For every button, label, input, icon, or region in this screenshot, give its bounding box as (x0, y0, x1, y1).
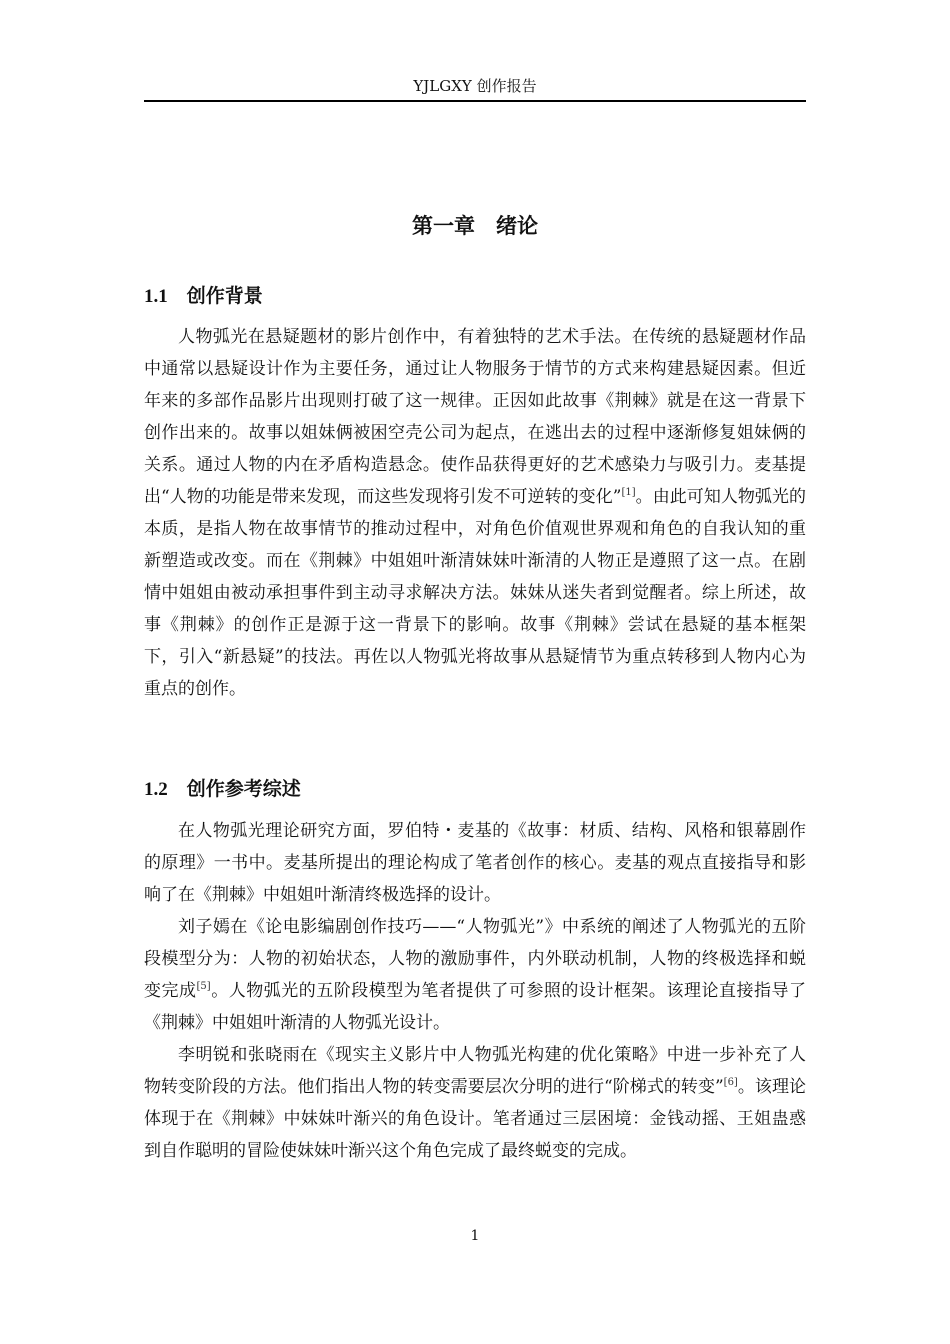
section-title: 创作参考综述 (186, 778, 301, 800)
citation: [1] (621, 487, 636, 498)
paragraph (144, 815, 806, 911)
citation: [5] (196, 981, 211, 992)
section-number: 1.1 (144, 286, 168, 307)
paragraph (144, 1039, 806, 1167)
paragraph-text: 在人物弧光理论研究方面，罗伯特・麦基的《故事：材质、结构、风格和银幕剧作的原理》一书中。麦基所提出的理论构成了笔者创作的核心。麦基的观点直接指导和影响了在《荆棘》中姐姐叶渐清终极选择的设计。 (144, 821, 806, 905)
paragraph-text: 刘子嫣在《论电影编剧创作技巧——“人物弧光”》中系统的阐述了人物弧光的五阶段模型分为：人物的初始状态，人物的激励事件，内外联动机制，人物的终极选择和蜕变完成 (144, 917, 806, 1001)
paragraph-text: 李明锐和张晓雨在《现实主义影片中人物弧光构建的优化策略》中进一步补充了人物转变阶段的方法。他们指出人物的转变需要层次分明的进行“阶梯式的转变” (144, 1045, 806, 1097)
page-number: 1 (470, 1228, 480, 1244)
paragraph-text: 人物弧光在悬疑题材的影片创作中，有着独特的艺术手法。在传统的悬疑题材作品中通常以悬疑设计作为主要任务，通过让人物服务于情节的方式来构建悬疑因素。但近年来的多部作品影片出现则打破了这一规律。正因如此故事《荆棘》就是在这一背景下创作出来的。故事以姐妹俩被困空壳公司为起点，在逃出去的过程中逐渐修复姐妹俩的关系。通过人物的内在矛盾构造悬念。使作品获得更好的艺术感染力与吸引力。麦基提出“人物的功能是带来发现，而这些发现将引发不可逆转的变化” (144, 327, 806, 507)
header-rule (144, 100, 806, 102)
section-heading-1-1 (144, 282, 263, 311)
section-heading-1-2 (144, 775, 301, 804)
paragraph-text: 。由此可知人物弧光的本质，是指人物在故事情节的推动过程中，对角色价值观世界观和角色的自我认知的重新塑造或改变。而在《荆棘》中姐姐叶渐清妹妹叶渐清的人物正是遵照了这一点。在剧情中姐姐由被动承担事件到主动寻求解决方法。妹妹从迷失者到觉醒者。综上所述，故事《荆棘》的创作正是源于这一背景下的影响。故事《荆棘》尝试在悬疑的基本框架下，引入“新悬疑”的技法。再佐以人物弧光将故事从悬疑情节为重点转移到人物内心为重点的创作。 (144, 487, 807, 699)
section-number: 1.2 (144, 779, 168, 800)
paragraph-text: 。该理论体现于在《荆棘》中妹妹叶渐兴的角色设计。笔者通过三层困境：金钱动摇、王姐蛊惑到自作聪明的冒险使妹妹叶渐兴这个角色完成了最终蜕变的完成。 (144, 1077, 806, 1161)
citation: [6] (723, 1077, 738, 1088)
paragraph (144, 911, 806, 1039)
section-title: 创作背景 (186, 285, 263, 307)
paragraph (144, 321, 806, 705)
paragraph-text: 。人物弧光的五阶段模型为笔者提供了可参照的设计框架。该理论直接指导了《荆棘》中姐姐叶渐清的人物弧光设计。 (144, 981, 807, 1033)
chapter-title: 第一章 绪论 (412, 214, 538, 238)
page-header: YJLGXY 创作报告 (413, 77, 537, 95)
